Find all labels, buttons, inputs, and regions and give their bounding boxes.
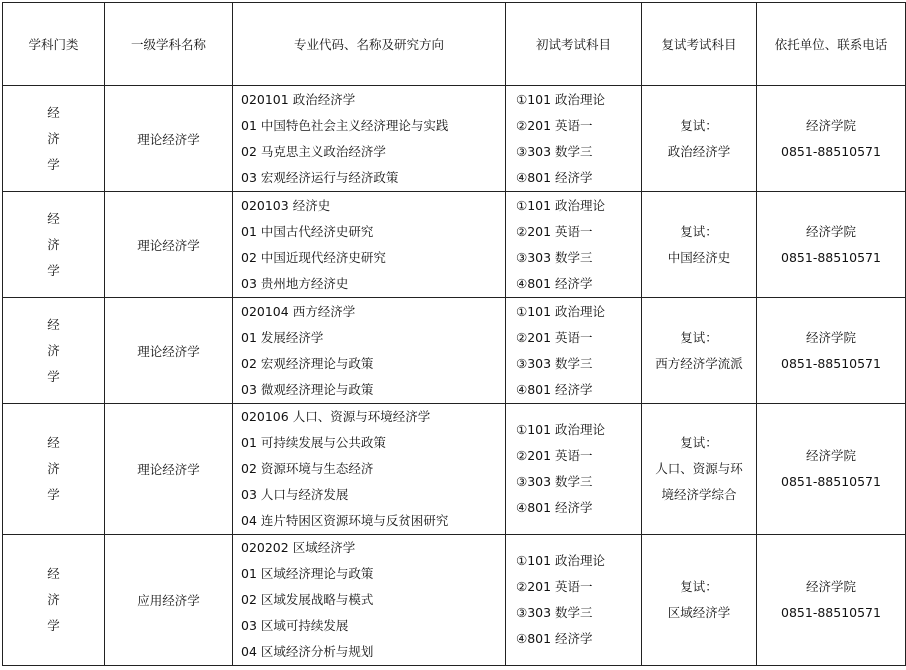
category-cell: 经 济 学 [3, 298, 105, 404]
unit-cell: 经济学院 0851-88510571 [757, 535, 906, 666]
table-row [3, 298, 906, 404]
unit-cell: 经济学院 0851-88510571 [757, 86, 906, 192]
retest-cell: 复试： 区域经济学 [642, 535, 757, 666]
exam-cell: ①101 政治理论 ②201 英语一 ③303 数学三 ④801 经济学 [506, 192, 642, 298]
retest-cell: 复试： 人口、资源与环 境经济学综合 [642, 404, 757, 535]
header-unit: 依托单位、联系电话 [757, 3, 906, 86]
table-row [3, 192, 906, 298]
major-cell: 020202 区域经济学 01 区域经济理论与政策 02 区域发展战略与模式 03 区域可持续发展 04 区域经济分析与规划 [233, 535, 506, 666]
major-cell: 020106 人口、资源与环境经济学 01 可持续发展与公共政策 02 资源环境与生态经济 03 人口与经济发展 04 连片特困区资源环境与反贫困研究 [233, 404, 506, 535]
exam-cell: ①101 政治理论 ②201 英语一 ③303 数学三 ④801 经济学 [506, 298, 642, 404]
subject-cell: 理论经济学 [105, 192, 233, 298]
retest-cell: 复试： 中国经济史 [642, 192, 757, 298]
header-row [3, 3, 906, 86]
header-major: 专业代码、名称及研究方向 [233, 3, 506, 86]
unit-cell: 经济学院 0851-88510571 [757, 192, 906, 298]
subject-cell: 理论经济学 [105, 86, 233, 192]
category-cell: 经 济 学 [3, 535, 105, 666]
major-cell: 020103 经济史 01 中国古代经济史研究 02 中国近现代经济史研究 03 贵州地方经济史 [233, 192, 506, 298]
subject-cell: 应用经济学 [105, 535, 233, 666]
admissions-table [2, 2, 906, 666]
category-cell: 经 济 学 [3, 192, 105, 298]
table-row [3, 535, 906, 666]
retest-cell: 复试： 政治经济学 [642, 86, 757, 192]
category-cell: 经 济 学 [3, 86, 105, 192]
major-cell: 020104 西方经济学 01 发展经济学 02 宏观经济理论与政策 03 微观经济理论与政策 [233, 298, 506, 404]
subject-cell: 理论经济学 [105, 404, 233, 535]
unit-cell: 经济学院 0851-88510571 [757, 298, 906, 404]
header-retest: 复试考试科目 [642, 3, 757, 86]
retest-cell: 复试： 西方经济学流派 [642, 298, 757, 404]
header-exam: 初试考试科目 [506, 3, 642, 86]
unit-cell: 经济学院 0851-88510571 [757, 404, 906, 535]
exam-cell: ①101 政治理论 ②201 英语一 ③303 数学三 ④801 经济学 [506, 86, 642, 192]
table-row [3, 404, 906, 535]
header-subject: 一级学科名称 [105, 3, 233, 86]
table-row [3, 86, 906, 192]
category-cell: 经 济 学 [3, 404, 105, 535]
exam-cell: ①101 政治理论 ②201 英语一 ③303 数学三 ④801 经济学 [506, 535, 642, 666]
major-cell: 020101 政治经济学 01 中国特色社会主义经济理论与实践 02 马克思主义政治经济学 03 宏观经济运行与经济政策 [233, 86, 506, 192]
exam-cell: ①101 政治理论 ②201 英语一 ③303 数学三 ④801 经济学 [506, 404, 642, 535]
subject-cell: 理论经济学 [105, 298, 233, 404]
header-category: 学科门类 [3, 3, 105, 86]
